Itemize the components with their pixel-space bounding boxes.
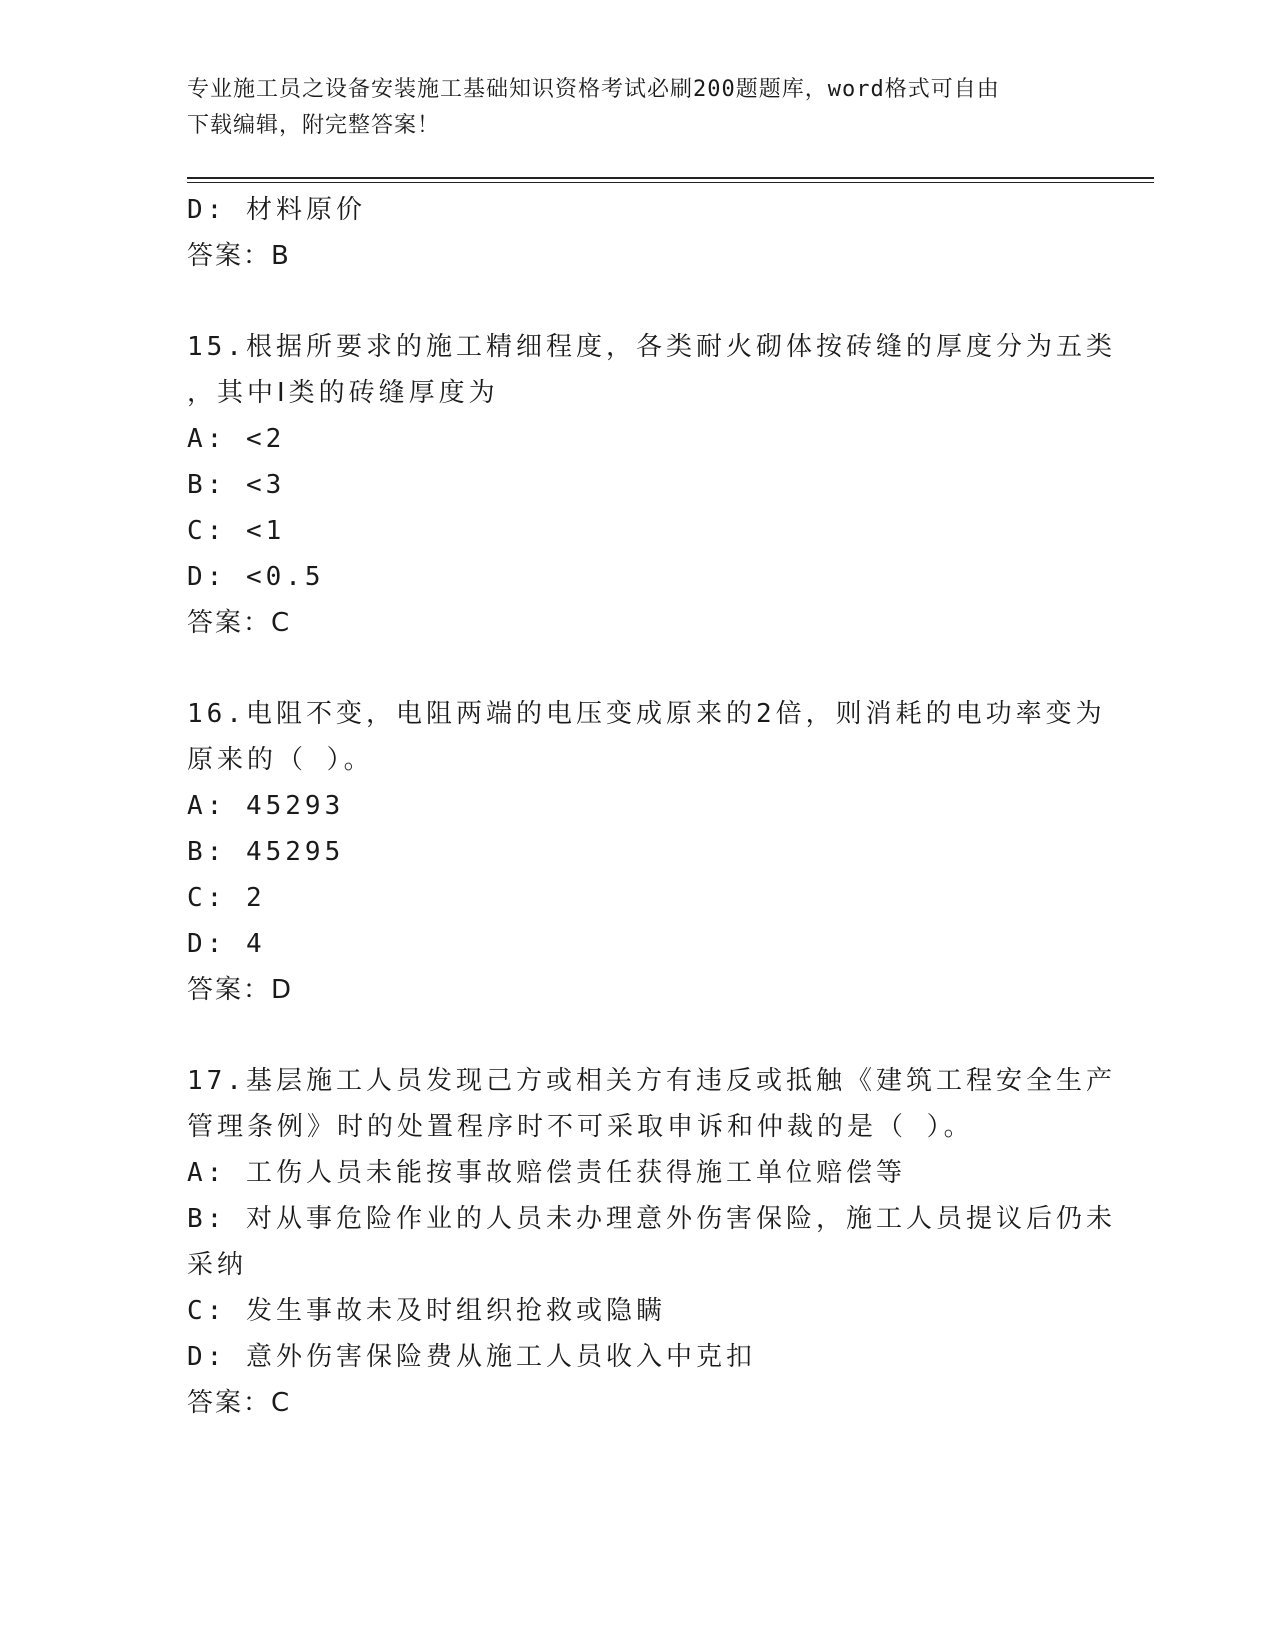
q16-stem-line-2: 原来的（ ）。: [187, 745, 374, 775]
q16-option-a: A: 45293: [187, 791, 345, 821]
spacer: [187, 1013, 1087, 1058]
q16-option-d: D: 4: [187, 929, 266, 959]
header-line-1: 专业施工员之设备安装施工基础知识资格考试必刷200题题库，word格式可自由: [187, 77, 1000, 102]
spacer: [187, 646, 1087, 691]
q15-option-a: A: <2: [187, 424, 286, 454]
q17-stem-line-2: 管理条例》时的处置程序时不可采取申诉和仲裁的是（ ）。: [187, 1112, 974, 1142]
q17-option-d: D: 意外伤害保险费从施工人员收入中克扣: [187, 1342, 756, 1372]
q17-option-b-line-1: B: 对从事危险作业的人员未办理意外伤害保险，施工人员提议后仍未: [187, 1204, 1116, 1234]
q16-stem-line-1: 16.电阻不变，电阻两端的电压变成原来的2倍，则消耗的电功率变为: [187, 699, 1106, 729]
q16-option-b: B: 45295: [187, 837, 345, 867]
header-line-2: 下载编辑，附完整答案！: [187, 113, 441, 138]
q15-option-c: C: <1: [187, 516, 286, 546]
q15-option-b: B: <3: [187, 470, 286, 500]
spacer: [187, 279, 1087, 324]
header-divider-thick: [187, 177, 1154, 179]
prev-answer: 答案：B: [187, 241, 291, 271]
q15-option-d: D: <0.5: [187, 562, 325, 592]
q16-answer: 答案：D: [187, 975, 294, 1005]
q17-option-c: C: 发生事故未及时组织抢救或隐瞒: [187, 1296, 666, 1326]
q15-stem-line-1: 15.根据所要求的施工精细程度，各类耐火砌体按砖缝的厚度分为五类: [187, 332, 1116, 362]
prev-option-d: D: 材料原价: [187, 195, 366, 225]
q17-option-a: A: 工伤人员未能按事故赔偿责任获得施工单位赔偿等: [187, 1158, 906, 1188]
header-divider-thin: [187, 182, 1154, 183]
document-header: [187, 72, 1087, 144]
q15-answer: 答案：C: [187, 608, 292, 638]
q17-answer: 答案：C: [187, 1388, 292, 1418]
q17-option-b-line-2: 采纳: [187, 1250, 248, 1280]
q16-option-c: C: 2: [187, 883, 266, 913]
question-content: [187, 187, 1116, 1426]
q15-stem-line-2: ，其中Ⅰ类的砖缝厚度为: [187, 378, 499, 408]
q17-stem-line-1: 17.基层施工人员发现己方或相关方有违反或抵触《建筑工程安全生产: [187, 1066, 1116, 1096]
